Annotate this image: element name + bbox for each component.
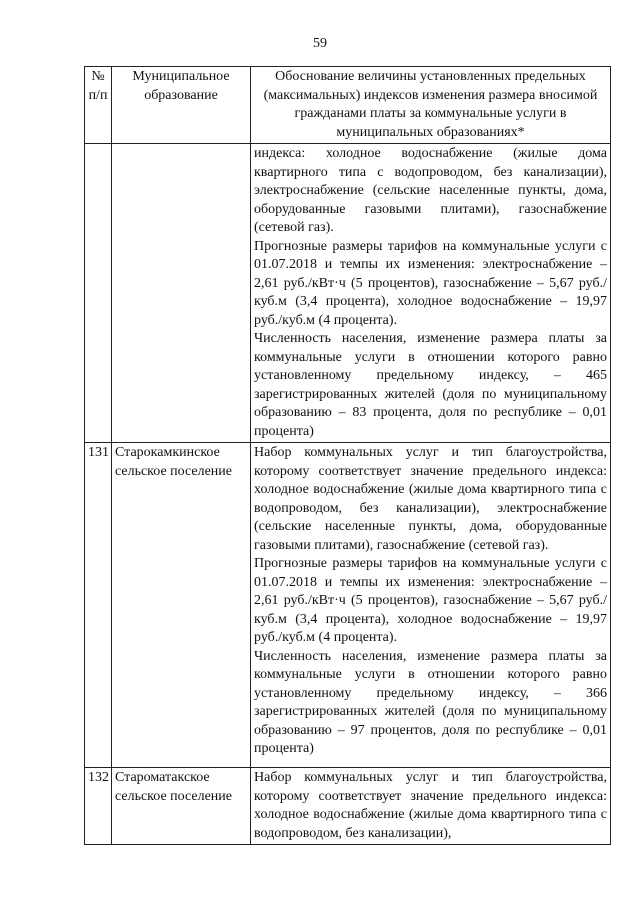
row-justification <box>251 144 611 443</box>
paragraph-utility-set: индекса: холодное водоснабжение (жилые дома квартирного типа с водопроводом, без канализации), электроснабжение (сельские населенные пункты, дома, оборудованные газовыми плитами), газоснабжение (сетевой газ). <box>254 146 607 235</box>
header-number: № п/п <box>85 67 112 144</box>
row-municipality: Староматакское сельское поселение <box>112 768 251 845</box>
row-justification <box>251 443 611 768</box>
paragraph-tariffs: Прогнозные размеры тарифов на коммунальные услуги с 01.07.2018 и темпы их изменения: электроснабжение – 2,61 руб./кВт·ч (5 процентов), газоснабжение – 5,67 руб./куб.м (3,4 процента), холодное водоснабжение – 19,97 руб./куб.м (4 процента). <box>254 556 607 645</box>
paragraph-population: Численность населения, изменение размера платы за коммунальные услуги в отношении которого равно установленному предельному индексу, – 366 зарегистрированных жителей (доля по муниципальному образованию – 97 процентов, доля по республике – 0,01 процента) <box>254 648 607 756</box>
header-justification: Обоснование величины установленных предельных (максимальных) индексов изменения размера вносимой гражданами платы за коммунальные услуги в муниципальных образованиях* <box>251 67 611 144</box>
paragraph-population: Численность населения, изменение размера платы за коммунальные услуги в отношении которого равно установленному предельному индексу, – 465 зарегистрированных жителей (доля по муниципальному образованию – 83 процента, доля по республике – 0,01 процента) <box>254 331 607 439</box>
paragraph-utility-set: Набор коммунальных услуг и тип благоустройства, которому соответствует значение предельного индекса: холодное водоснабжение (жилые дома квартирного типа с водопроводом, без канализации), <box>254 770 607 841</box>
paragraph-utility-set: Набор коммунальных услуг и тип благоустройства, которому соответствует значение предельного индекса: холодное водоснабжение (жилые дома квартирного типа с водопроводом, без канализации), электроснабжение (сельские населенные пункты, дома, оборудованные газовыми плитами), газоснабжение (сетевой газ). <box>254 445 607 553</box>
table-row <box>85 144 611 443</box>
page-number: 59 <box>313 36 327 51</box>
row-justification <box>251 768 611 845</box>
paragraph-tariffs: Прогнозные размеры тарифов на коммунальные услуги с 01.07.2018 и темпы их изменения: электроснабжение – 2,61 руб./кВт·ч (5 процентов), газоснабжение – 5,67 руб./куб.м (3,4 процента), холодное водоснабжение – 19,97 руб./куб.м (4 процента). <box>254 238 607 328</box>
header-municipality: Муниципальное образование <box>112 67 251 144</box>
table-header-row <box>85 67 611 144</box>
table-row <box>85 768 611 845</box>
row-municipality: Старокамкинское сельское поселение <box>112 443 251 768</box>
row-number <box>85 144 112 443</box>
tariff-justification-table <box>84 66 611 845</box>
row-number: 131 <box>85 443 112 768</box>
row-number: 132 <box>85 768 112 845</box>
row-municipality <box>112 144 251 443</box>
table-row <box>85 443 611 768</box>
